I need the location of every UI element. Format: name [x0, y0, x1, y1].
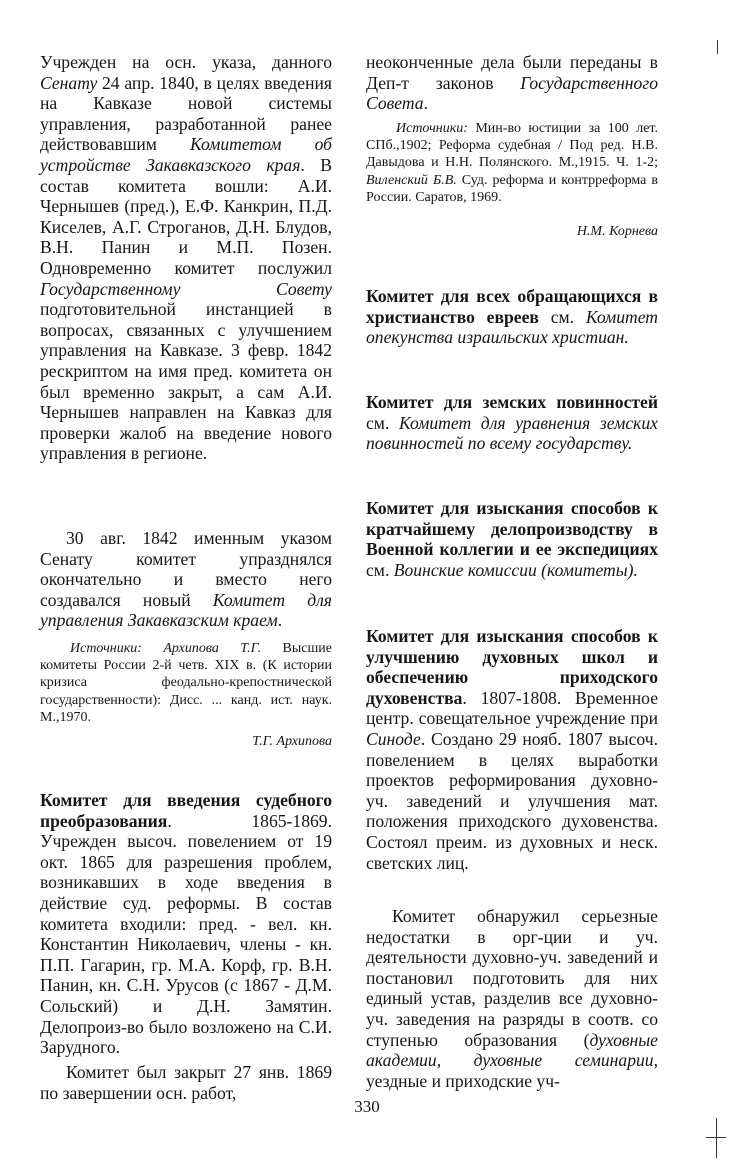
scan-mark	[706, 1137, 726, 1138]
entry-text: 30 авг. 1842 именным указом Сенату комитет упразднялся окончательно и вместо него создавался новый Комитет для управления Закавказским краем.	[40, 528, 332, 631]
scan-mark	[717, 40, 718, 54]
entry-title: Комитет для изыскания способов к улучшению духовных школ и обеспечению приходского духовенства	[366, 626, 658, 708]
entry-text: Комитет для изыскания способов к улучшению духовных школ и обеспечению приходского духовенства. 1807-1808. Временное центр. совещательное учреждение при Синоде. Создано 29 нояб. 1807 высоч. повелением в целях выработки проектов реформирования духовно-уч. заведений и улучшения мат. положения приходского духовенства. Состоял преим. из духовных и неск. светских лиц.	[366, 626, 658, 873]
entry-text: Комитет для всех обращающихся в христианство евреев см. Комитет опекунства израильских христиан.	[366, 286, 658, 348]
page-number: 330	[354, 1097, 380, 1116]
author-signature: Т.Г. Архипова	[252, 734, 332, 749]
entry-text: Комитет для земских повинностей см. Комитет для уравнения земских повинностей по всему государству.	[366, 392, 658, 454]
entry-title: Комитет для всех обращающихся в христианство евреев	[366, 286, 658, 327]
author-signature: Н.М. Корнева	[576, 224, 658, 239]
sources: Источники: Архипова Т.Г. Высшие комитеты России 2-й четв. XIX в. (К истории кризиса феодально-крепостнической государственности): Дисс. ... канд. ист. наук. М.,1970.	[40, 641, 332, 725]
entry-text: Учрежден на осн. указа, данного Сенату 24 апр. 1840, в целях введения на Кавказе новой системы управления, разработанной ранее действовавшим Комитетом об устройстве Закавказского края. В состав комитета вошли: А.И. Чернышев (пред.), Е.Ф. Канкрин, П.Д. Киселев, А.Г. Строганов, Д.Н. Блудов, В.Н. Панин и М.П. Позен. Одновременно комитет послужил Государственному Совету подготовительной инстанцией в вопросах, связанных с улучшением управления на Кавказе. 3 февр. 1842 рескриптом на имя пред. комитета он был временно закрыт, а сам А.И. Чернышев направлен на Кавказ для проверки жалоб на введение нового управления в регионе.	[40, 52, 332, 464]
left-column	[40, 52, 332, 1103]
entry-text: Комитет обнаружил серьезные недостатки в орг-ции и уч. деятельности духовно-уч. заведений и постановил подготовить для них единый устав, разделив все духовно-уч. заведения на разряды в соотв. со ступенью образования (духовные академии, духовные семинарии, уездные и приходские уч-	[366, 906, 658, 1091]
entry-title: Комитет для изыскания способов к кратчайшему делопроизводству в Военной коллегии и ее экспедициях	[366, 498, 658, 560]
scan-mark	[716, 1118, 717, 1158]
right-column	[366, 52, 658, 1091]
sources: Источники: Мин-во юстиции за 100 лет. СПб.,1902; Реформа судебная / Под ред. Н.В. Давыдова и Н.Н. Полянского. М.,1915. Ч. 1-2; Виленский Б.В. Суд. реформа и контрреформа в России. Саратов, 1969.	[366, 121, 658, 205]
entry-title: Комитет для введения судебного преобразования	[40, 790, 332, 831]
entry-text: Комитет для изыскания способов к кратчайшему делопроизводству в Военной коллегии и ее экспедициях см. Воинские комиссии (комитеты).	[366, 498, 658, 580]
entry-text: Комитет для введения судебного преобразования. 1865-1869. Учрежден высоч. повелением от 19 окт. 1865 для разрешения проблем, возникавших в ходе введения в действие суд. реформы. В состав комитета входили: пред. - вел. кн. Константин Николаевич, члены - кн. П.П. Гагарин, гр. М.А. Корф, гр. В.Н. Панин, кн. С.Н. Урусов (с 1867 - Д.М. Сольский) и Д.Н. Замятин. Делопроиз-во было возложено на С.И. Зарудного.	[40, 790, 332, 1058]
entry-text: Комитет был закрыт 27 янв. 1869 по завершении осн. работ,	[40, 1062, 332, 1103]
entry-text: неоконченные дела были переданы в Деп-т законов Государственного Совета.	[366, 52, 658, 114]
entry-title: Комитет для земских повинностей	[366, 392, 658, 412]
